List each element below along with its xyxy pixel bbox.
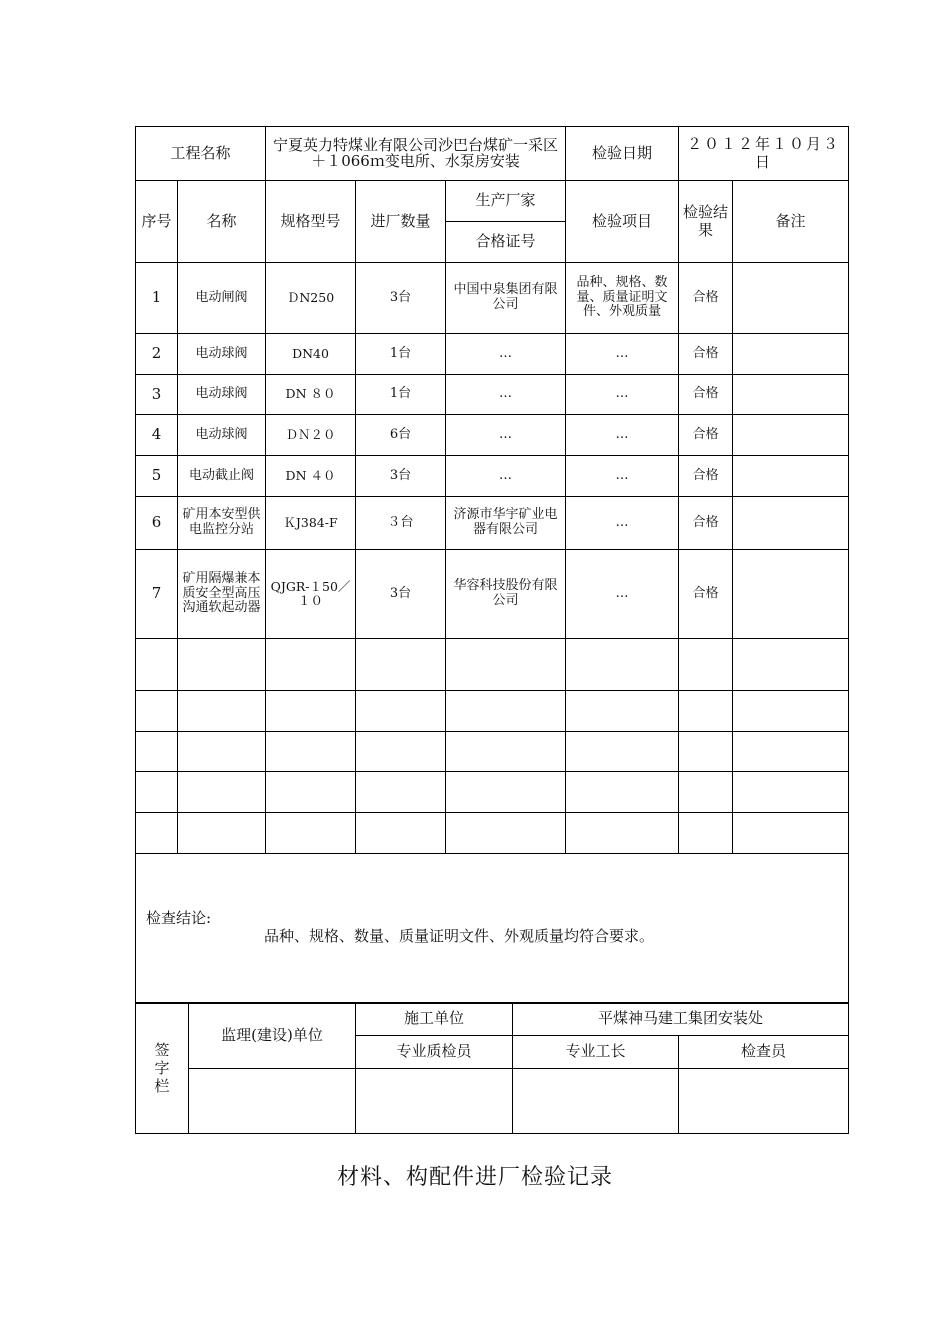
col-name-header: 名称 [178, 181, 266, 263]
row-spec: QJGR-１50／１０ [266, 550, 356, 639]
col-manufacturer-header: 生产厂家 [446, 181, 566, 222]
col-certificate-header: 合格证号 [446, 222, 566, 263]
row-qty: 3台 [356, 263, 446, 334]
project-label: 工程名称 [136, 127, 266, 181]
row-spec: DN ８０ [266, 375, 356, 415]
row-seq: 7 [136, 550, 178, 639]
col-qty-header: 进厂数量 [356, 181, 446, 263]
row-remark [733, 497, 849, 550]
row-spec: ＤN250 [266, 263, 356, 334]
row-seq: 6 [136, 497, 178, 550]
row-items: … [566, 456, 679, 497]
col-remark-header: 备注 [733, 181, 849, 263]
construction-unit-label: 施工单位 [356, 1003, 513, 1036]
table-row [136, 456, 849, 497]
row-qty: ３台 [356, 497, 446, 550]
row-qty: 1台 [356, 334, 446, 375]
row-remark [733, 375, 849, 415]
table-row [136, 550, 849, 639]
foreman-label: 专业工长 [513, 1036, 679, 1069]
row-name: 电动球阀 [178, 415, 266, 456]
row-items: … [566, 550, 679, 639]
inspector-signature-box [679, 1069, 849, 1134]
row-manufacturer: 济源市华宇矿业电器有限公司 [446, 497, 566, 550]
table-row [136, 375, 849, 415]
document-title: 材料、构配件进厂检验记录 [336, 1165, 613, 1190]
row-name: 矿用隔爆兼本质安全型高压沟通软起动器 [178, 550, 266, 639]
col-spec-header: 规格型号 [266, 181, 356, 263]
project-name: 宁夏英力特煤业有限公司沙巴台煤矿一采区＋１066ｍ变电所、水泵房安装 [266, 127, 566, 181]
empty-row [136, 813, 849, 854]
row-items: … [566, 334, 679, 375]
row-items: 品种、规格、数量、质量证明文件、外观质量 [566, 263, 679, 334]
row-items: … [566, 497, 679, 550]
row-seq: 5 [136, 456, 178, 497]
row-manufacturer: … [446, 375, 566, 415]
empty-row [136, 772, 849, 813]
table-row [136, 497, 849, 550]
row-items: … [566, 415, 679, 456]
inspector-label: 检查员 [679, 1036, 849, 1069]
quality-inspector-label: 专业质检员 [356, 1036, 513, 1069]
row-result: 合格 [679, 456, 733, 497]
date-label: 检验日期 [566, 127, 679, 181]
row-result: 合格 [679, 334, 733, 375]
row-spec: ＤＮ２０ [266, 415, 356, 456]
table-row [136, 415, 849, 456]
conclusion-text: 品种、规格、数量、质量证明文件、外观质量均符合要求。 [264, 927, 655, 945]
row-spec: ＫJ384-F [266, 497, 356, 550]
date-value: ２０１２年１０月３日 [679, 127, 849, 181]
row-manufacturer: 华容科技股份有限公司 [446, 550, 566, 639]
supervision-unit-label: 监理(建设)单位 [189, 1003, 356, 1069]
construction-unit-name: 平煤神马建工集团安装处 [513, 1003, 849, 1036]
row-manufacturer: … [446, 415, 566, 456]
row-qty: 3台 [356, 456, 446, 497]
row-name: 电动球阀 [178, 334, 266, 375]
empty-row [136, 691, 849, 732]
row-manufacturer: … [446, 456, 566, 497]
table-row [136, 334, 849, 375]
row-result: 合格 [679, 415, 733, 456]
row-seq: 4 [136, 415, 178, 456]
row-remark [733, 550, 849, 639]
conclusion-label: 检查结论: [146, 909, 212, 927]
row-qty: 1台 [356, 375, 446, 415]
signature-table [135, 1002, 849, 1134]
table-row [136, 263, 849, 334]
foreman-signature-box [513, 1069, 679, 1134]
row-result: 合格 [679, 263, 733, 334]
col-seq-header: 序号 [136, 181, 178, 263]
signature-section-label: 签字栏 [136, 1003, 189, 1134]
col-result-header: 检验结果 [679, 181, 733, 263]
row-name: 电动球阀 [178, 375, 266, 415]
row-result: 合格 [679, 497, 733, 550]
quality-inspector-signature-box [356, 1069, 513, 1134]
row-manufacturer: … [446, 334, 566, 375]
row-qty: 6台 [356, 415, 446, 456]
col-items-header: 检验项目 [566, 181, 679, 263]
row-items: … [566, 375, 679, 415]
row-name: 矿用本安型供电监控分站 [178, 497, 266, 550]
row-name: 电动截止阀 [178, 456, 266, 497]
row-remark [733, 456, 849, 497]
row-qty: 3台 [356, 550, 446, 639]
row-manufacturer: 中国中泉集团有限公司 [446, 263, 566, 334]
row-seq: 2 [136, 334, 178, 375]
conclusion-cell [136, 854, 849, 1004]
row-spec: DN40 [266, 334, 356, 375]
row-spec: DN ４０ [266, 456, 356, 497]
inspection-table [135, 126, 849, 1004]
row-remark [733, 334, 849, 375]
row-result: 合格 [679, 375, 733, 415]
empty-row [136, 639, 849, 691]
row-seq: 1 [136, 263, 178, 334]
row-result: 合格 [679, 550, 733, 639]
row-seq: 3 [136, 375, 178, 415]
supervision-signature-box [189, 1069, 356, 1134]
empty-row [136, 732, 849, 772]
row-remark [733, 263, 849, 334]
row-name: 电动闸阀 [178, 263, 266, 334]
row-remark [733, 415, 849, 456]
